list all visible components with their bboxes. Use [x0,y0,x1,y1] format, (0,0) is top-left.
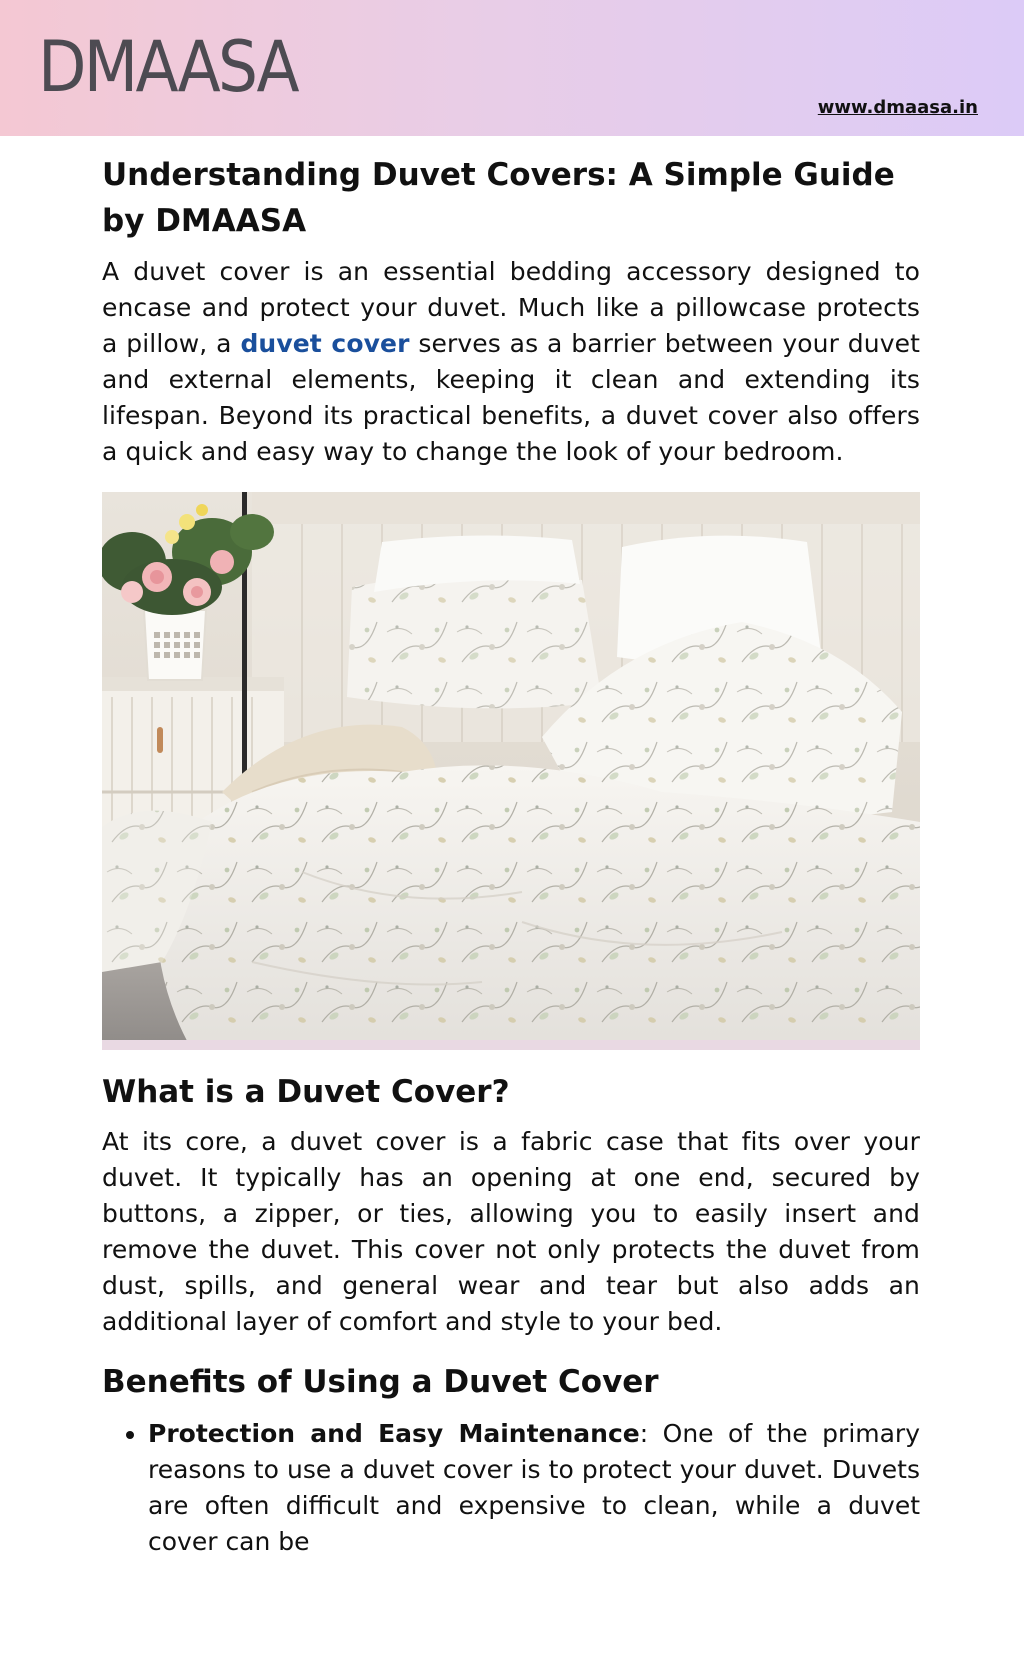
page-header [0,0,1024,136]
what-is-paragraph: At its core, a duvet cover is a fabric case that fits over your duvet. It typically has an opening at one end, secured by buttons, a zipper, or ties, allowing you to easily insert and remove the duvet. This cover not only protects the duvet from dust, spills, and general wear and tear but also adds an additional layer of comfort and style to your bed. [102,1127,920,1336]
intro-text-end: serves as a barrier between your duvet and external elements, keeping it clean and extending its lifespan. Beyond its practical benefits, a duvet cover also offers a quick and easy way to change the look of your bedroom. [102,329,920,466]
article [102,152,920,1560]
list-item [148,1416,920,1560]
benefit-text: : One of the primary reasons to use a duvet cover is to protect your duvet. Duvets are often difficult and expensive to clean, while a duvet cover can be [148,1419,921,1556]
bedroom-photo [102,492,920,1050]
article-title: Understanding Duvet Covers: A Simple Guide by DMAASA [102,157,895,239]
intro-paragraph [102,254,920,470]
duvet-cover-link[interactable]: duvet cover [240,329,410,358]
section-heading-what-is: What is a Duvet Cover? [102,1074,510,1110]
brand-logo[interactable]: DMAASA [38,26,297,108]
website-link[interactable]: www.dmaasa.in [817,97,978,118]
section-heading-benefits: Benefits of Using a Duvet Cover [102,1364,659,1400]
benefits-list [102,1416,920,1560]
intro-text-start: A duvet cover is an essential bedding accessory designed to encase and protect your duvet. Much like a pillowcase protects a pillow, a [102,257,920,358]
benefit-title: Protection and Easy Maintenance [148,1419,640,1448]
